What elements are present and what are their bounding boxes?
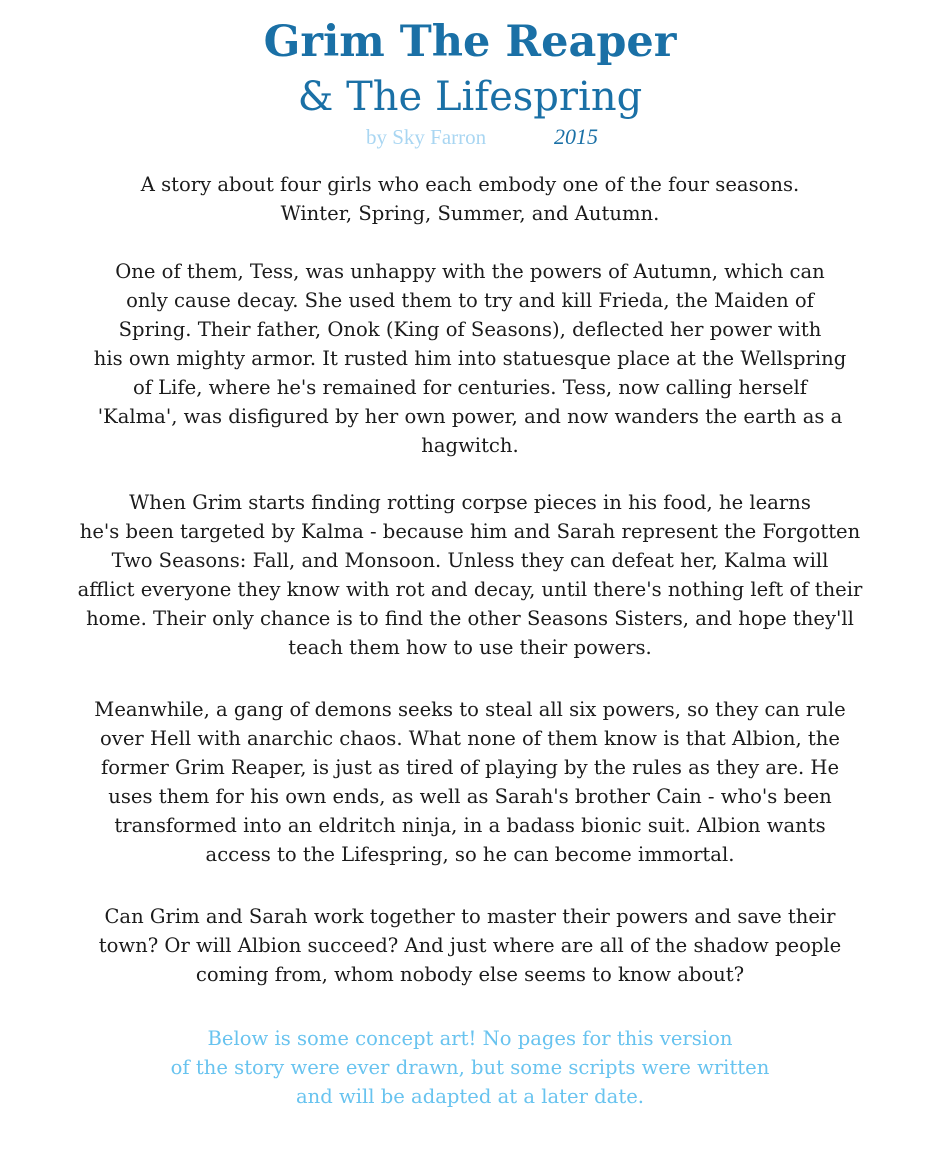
text-line: When Grim starts finding rotting corpse pieces in his food, he learns bbox=[129, 491, 811, 514]
author-byline: by Sky Farron bbox=[366, 125, 487, 149]
text-line: Two Seasons: Fall, and Monsoon. Unless they can defeat her, Kalma will bbox=[111, 549, 829, 572]
page-subtitle: & The Lifespring bbox=[297, 74, 643, 120]
text-line: only cause decay. She used them to try and kill Frieda, the Maiden of bbox=[126, 289, 814, 312]
text-line: 'Kalma', was disfigured by her own power, and now wanders the earth as a bbox=[97, 405, 843, 428]
text-line: of the story were ever drawn, but some scripts were written bbox=[170, 1056, 770, 1079]
concept-art-note bbox=[0, 1024, 940, 1111]
text-line: town? Or will Albion succeed? And just where are all of the shadow people bbox=[98, 934, 842, 957]
text-line: Winter, Spring, Summer, and Autumn. bbox=[280, 202, 660, 225]
text-line: and will be adapted at a later date. bbox=[296, 1085, 644, 1108]
text-line: coming from, whom nobody else seems to know about? bbox=[195, 963, 745, 986]
text-line: over Hell with anarchic chaos. What none of them know is that Albion, the bbox=[100, 727, 840, 750]
text-line: Spring. Their father, Onok (King of Seasons), deflected her power with bbox=[118, 318, 822, 341]
text-line: Can Grim and Sarah work together to master their powers and save their bbox=[104, 905, 836, 928]
publication-year: 2015 bbox=[554, 124, 598, 149]
text-line: teach them how to use their powers. bbox=[288, 636, 652, 659]
text-line: hagwitch. bbox=[421, 434, 519, 457]
text-line: A story about four girls who each embody one of the four seasons. bbox=[140, 173, 800, 196]
text-line: One of them, Tess, was unhappy with the powers of Autumn, which can bbox=[115, 260, 825, 283]
text-line: former Grim Reaper, is just as tired of playing by the rules as they are. He bbox=[100, 756, 840, 779]
text-line: his own mighty armor. It rusted him into statuesque place at the Wellspring bbox=[93, 347, 847, 370]
plot-paragraph bbox=[0, 488, 940, 662]
page-title: Grim The Reaper bbox=[263, 17, 677, 67]
text-line: he's been targeted by Kalma - because him and Sarah represent the Forgotten bbox=[79, 520, 861, 543]
intro-paragraph bbox=[0, 170, 940, 228]
questions-paragraph bbox=[0, 902, 940, 989]
text-line: access to the Lifespring, so he can become immortal. bbox=[205, 843, 735, 866]
text-line: Meanwhile, a gang of demons seeks to steal all six powers, so they can rule bbox=[94, 698, 846, 721]
text-line: Below is some concept art! No pages for this version bbox=[207, 1027, 733, 1050]
text-line: of Life, where he's remained for centuries. Tess, now calling herself bbox=[132, 376, 808, 399]
backstory-paragraph bbox=[0, 257, 940, 460]
text-line: afflict everyone they know with rot and decay, until there's nothing left of their bbox=[77, 578, 863, 601]
text-line: home. Their only chance is to find the other Seasons Sisters, and hope they'll bbox=[86, 607, 854, 630]
villains-paragraph bbox=[0, 695, 940, 869]
text-line: transformed into an eldritch ninja, in a badass bionic suit. Albion wants bbox=[114, 814, 826, 837]
text-line: uses them for his own ends, as well as Sarah's brother Cain - who's been bbox=[108, 785, 832, 808]
